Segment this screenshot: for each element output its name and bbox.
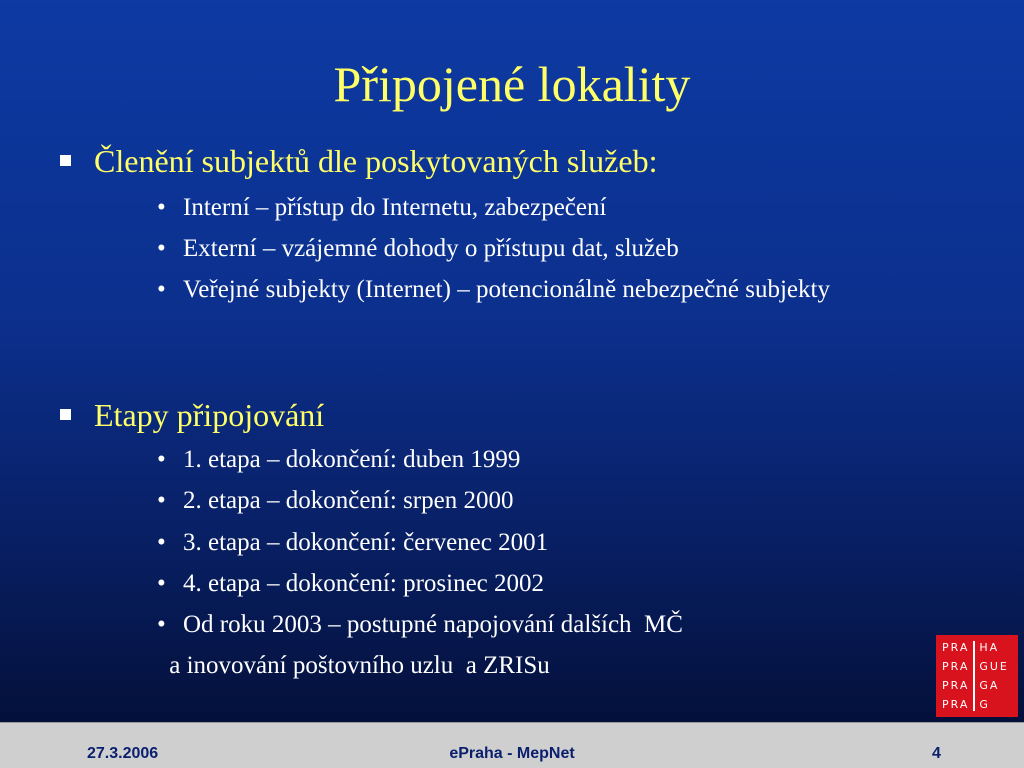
list-item-text: Interní – přístup do Internetu, zabezpečení — [183, 194, 607, 221]
slide-title: Připojené lokality — [333, 56, 691, 112]
footer-date: 27.3.2006 — [87, 745, 159, 762]
logo-text: PRA — [942, 660, 970, 673]
list-item-text: 2. etapa – dokončení: srpen 2000 — [183, 487, 514, 514]
bullet-dot-icon: • — [157, 487, 166, 514]
bullet-dot-icon: • — [157, 235, 166, 262]
bullet-dot-icon: • — [157, 611, 166, 638]
logo-right-column — [975, 641, 1009, 711]
list-item — [157, 527, 937, 559]
section-heading — [60, 395, 324, 435]
list-item — [157, 568, 937, 600]
logo-text: PRA — [942, 698, 970, 711]
logo-left-column — [942, 641, 975, 711]
list-item — [157, 609, 937, 641]
logo-text: GUE — [979, 660, 1009, 673]
list-item-text: 1. etapa – dokončení: duben 1999 — [183, 446, 521, 473]
square-bullet-icon — [60, 155, 71, 166]
bullet-dot-icon: • — [157, 529, 166, 556]
section-heading-text: Členění subjektů dle poskytovaných služeb: — [94, 143, 658, 179]
list-item-text: 3. etapa – dokončení: červenec 2001 — [183, 529, 549, 556]
praha-logo — [936, 635, 1018, 717]
list-item — [157, 274, 897, 306]
list-item-text: Externí – vzájemné dohody o přístupu dat, služeb — [183, 235, 679, 262]
bullet-dot-icon: • — [157, 570, 166, 597]
list-item-text: Veřejné subjekty (Internet) – potencionálně nebezpečné subjekty — [183, 276, 830, 303]
list-item — [157, 233, 937, 265]
logo-text: GA — [979, 679, 1000, 692]
list-item-text: 4. etapa – dokončení: prosinec 2002 — [183, 570, 545, 597]
logo-text: PRA — [942, 679, 970, 692]
square-bullet-icon — [60, 409, 71, 420]
footer-page-number: 4 — [932, 745, 941, 762]
slide-footer — [0, 722, 1024, 768]
list-item — [157, 192, 937, 224]
section-heading — [60, 141, 657, 181]
list-item-continuation: a inovování poštovního uzlu a ZRISu — [163, 652, 550, 679]
list-item — [157, 485, 937, 517]
bullet-dot-icon: • — [157, 194, 166, 221]
list-item — [157, 444, 937, 476]
section-heading-text: Etapy připojování — [94, 397, 325, 433]
footer-title: ePraha - MepNet — [449, 745, 575, 762]
bullet-dot-icon: • — [157, 276, 166, 303]
logo-text: HA — [979, 641, 1000, 654]
list-item-text: Od roku 2003 – postupné napojování dalších MČ — [183, 611, 683, 638]
bullet-dot-icon: • — [157, 446, 166, 473]
logo-text: G — [979, 698, 990, 711]
logo-text: PRA — [942, 641, 970, 654]
